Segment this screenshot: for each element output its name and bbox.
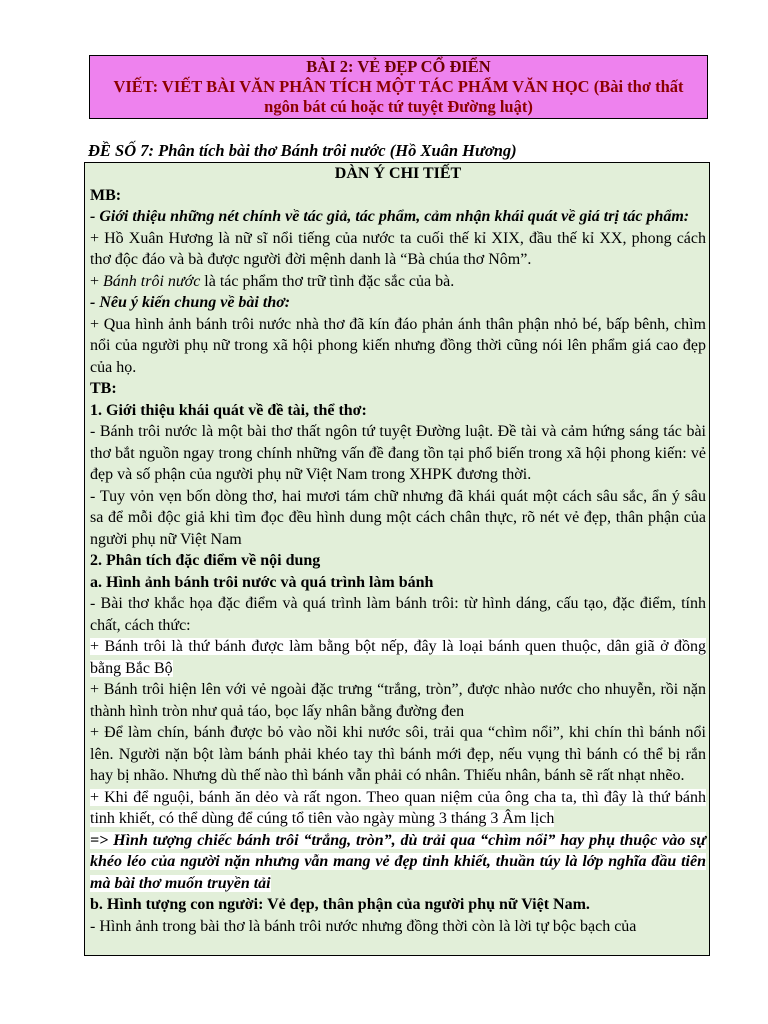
outline-box (84, 162, 710, 956)
section-2a-heading: a. Hình ảnh bánh trôi nước và quá trình làm bánh (90, 573, 434, 591)
mb-opinion-text: + Qua hình ảnh bánh trôi nước nhà thơ đã kín đáo phản ánh thân phận nhỏ bé, bấp bênh, chìm nổi của người phụ nữ trong xã hội phong kiến nhưng đồng thời cũng nói lên phẩm giá cao đẹp của họ. (90, 315, 706, 376)
mb-author: + Hồ Xuân Hương là nữ sĩ nổi tiếng của nước ta cuối thế kỉ XIX, đầu thế kỉ XX, phong cách thơ độc đáo và bà được người đời mệnh danh là “Bà chúa thơ Nôm”. (90, 229, 706, 268)
writing-task-subtitle: ngôn bát cú hoặc tứ tuyệt Đường luật) (264, 97, 533, 116)
mb-work-rest: là tác phẩm thơ trữ tình đặc sắc của bà. (200, 272, 455, 290)
section-2b-paragraph: - Hình ảnh trong bài thơ là bánh trôi nước nhưng đồng thời còn là lời tự bộc bạch của (90, 917, 637, 935)
section-2a-paragraph: + Để làm chín, bánh được bỏ vào nồi khi nước sôi, trải qua “chìm nổi”, khi chín thì bánh nổi lên. Người nặn bột làm bánh phải khéo tay thì bánh mới đẹp, nếu vụng thì bánh có thể bị rắn hay bị nhão. Nhưng dù thế nào thì bánh vẫn phải có nhân. Thiếu nhân, bánh sẽ rất nhạt nhẽo. (90, 724, 706, 784)
section-2-heading: 2. Phân tích đặc điểm về nội dung (90, 552, 321, 569)
section-2b-heading: b. Hình tượng con người: Vẻ đẹp, thân phận của người phụ nữ Việt Nam. (90, 896, 590, 913)
exercise-title: ĐỀ SỐ 7: Phân tích bài thơ Bánh trôi nước (Hồ Xuân Hương) (88, 141, 517, 160)
section-1-paragraph: - Bánh trôi nước là một bài thơ thất ngôn tứ tuyệt Đường luật. Đề tài và cảm hứng sáng tác bài thơ bắt nguồn ngay trong chính những vấn đề đang tồn tại phổ biến trong xã hội phong kiến: vẻ đẹp và số phận của người phụ nữ Việt Nam trong XHPK đương thời. (90, 423, 706, 483)
section-2a-conclusion-text: => Hình tượng chiếc bánh trôi “trắng, tròn”, dù trải qua “chìm nổi” hay phụ thuộc vào sự khéo léo của người nặn nhưng vẫn mang vẻ đẹp tinh khiết, thuần túy là lớp nghĩa đầu tiên mà bài thơ muốn truyền tải (90, 831, 706, 892)
section-2a-highlight: + Khi để nguội, bánh ăn dẻo và rất ngon. Theo quan niệm của ông cha ta, thì đây là thứ bánh tinh khiết, có thể dùng để cúng tổ tiên vào ngày mùng 3 tháng 3 Âm lịch (90, 788, 706, 827)
mb-label: MB: (90, 186, 122, 204)
section-2a-paragraph (90, 636, 706, 679)
section-2a-paragraph: + Bánh trôi hiện lên với vẻ ngoài đặc trưng “trắng, tròn”, được nhào nước cho nhuyễn, rồi nặn thành hình tròn như quả táo, bọc lấy nhân bằng đường đen (90, 681, 706, 720)
writing-task-title: VIẾT: VIẾT BÀI VĂN PHÂN TÍCH MỘT TÁC PHẨM VĂN HỌC (Bài thơ thất (113, 77, 684, 96)
outline-content (85, 163, 709, 937)
section-2a-paragraph: - Bài thơ khắc họa đặc điểm và quá trình làm bánh trôi: từ hình dáng, cấu tạo, đặc điểm, tính chất, cách thức: (90, 595, 706, 634)
section-2a-conclusion (90, 830, 706, 895)
mb-work-prefix: + (90, 272, 104, 290)
outline-title: DÀN Ý CHI TIẾT (334, 165, 462, 182)
mb-work-title: Bánh trôi nước (103, 272, 201, 290)
mb-opinion: - Nêu ý kiến chung về bài thơ: (90, 294, 291, 311)
section-2a-highlight: + Bánh trôi là thứ bánh được làm bằng bột nếp, đây là loại bánh quen thuộc, dân giã ở đồng bằng Bắc Bộ (90, 638, 706, 677)
tb-label: TB: (90, 380, 117, 397)
section-1-heading: 1. Giới thiệu khái quát về đề tài, thể thơ: (90, 401, 367, 419)
lesson-title: BÀI 2: VẺ ĐẸP CỔ ĐIỂN (306, 57, 491, 76)
section-1-paragraph: - Tuy vỏn vẹn bốn dòng thơ, hai mươi tám chữ nhưng đã khái quát một cách sâu sắc, ẩn ý sâu sa để mỗi độc giả khi tìm đọc đều hình dung một cách chân thực, rõ nét vẻ đẹp, thân phận của người phụ nữ Việt Nam (90, 487, 706, 548)
mb-work (90, 271, 706, 293)
mb-intro: - Giới thiệu những nét chính về tác giả, tác phẩm, cảm nhận khái quát về giá trị tác phẩm: (90, 208, 690, 225)
lesson-header (89, 55, 708, 119)
section-2a-paragraph (90, 787, 706, 830)
